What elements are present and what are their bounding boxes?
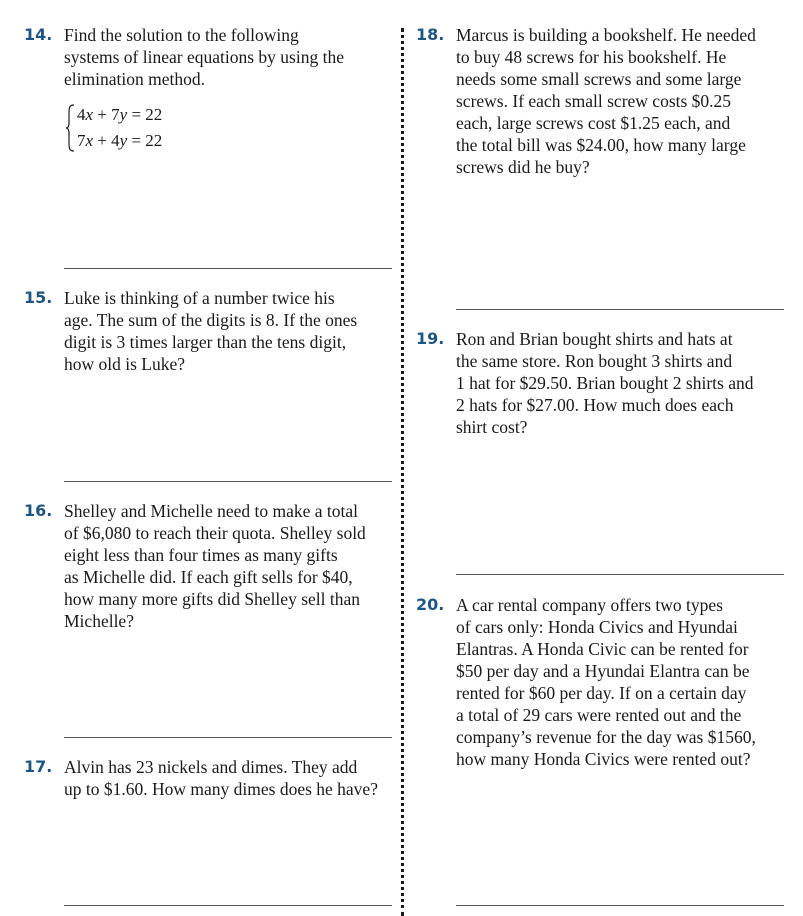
problem-15 (24, 287, 394, 387)
answer-line-16[interactable] (64, 737, 392, 738)
text-line: eight less than four times as many gifts (64, 545, 338, 565)
problem-19 (416, 328, 796, 443)
text-line: elimination method. (64, 69, 205, 89)
text-line: Elantras. A Honda Civic can be rented for (456, 639, 749, 659)
text-line: $50 per day and a Hyundai Elantra can be (456, 661, 750, 681)
problem-number: 15. (24, 288, 53, 307)
text-line: each, large screws cost $1.25 each, and (456, 113, 731, 133)
problem-text (456, 24, 756, 178)
problem-number: 14. (24, 25, 53, 44)
curly-brace-icon (65, 104, 75, 152)
text-line: 1 hat for $29.50. Brian bought 2 shirts and (456, 373, 754, 393)
problem-text (64, 287, 357, 375)
text-line: company’s revenue for the day was $1560, (456, 727, 756, 747)
text-line: how old is Luke? (64, 354, 186, 374)
text-line: A car rental company offers two types (456, 595, 723, 615)
text-line: digit is 3 times larger than the tens digit, (64, 332, 347, 352)
text-line: Alvin has 23 nickels and dimes. They add (64, 757, 358, 777)
text-line: as Michelle did. If each gift sells for $40, (64, 567, 353, 587)
text-line: up to $1.60. How many dimes does he have? (64, 779, 378, 799)
problem-text (64, 500, 366, 632)
text-line: the same store. Ron bought 3 shirts and (456, 351, 733, 371)
answer-line-15[interactable] (64, 481, 392, 482)
text-line: of cars only: Honda Civics and Hyundai (456, 617, 738, 637)
problem-number: 17. (24, 757, 53, 776)
text-line: the total bill was $24.00, how many large (456, 135, 746, 155)
text-line: 2 hats for $27.00. How much does each (456, 395, 734, 415)
text-line: of $6,080 to reach their quota. Shelley sold (64, 523, 366, 543)
text-line: Ron and Brian bought shirts and hats at (456, 329, 733, 349)
problem-16 (24, 500, 394, 640)
problem-18 (416, 24, 796, 184)
text-line: how many Honda Civics were rented out? (456, 749, 751, 769)
problem-number: 19. (416, 329, 445, 348)
text-line: Find the solution to the following (64, 25, 299, 45)
text-line: screws did he buy? (456, 157, 590, 177)
text-line: Luke is thinking of a number twice his (64, 288, 335, 308)
problem-text (456, 328, 753, 438)
equation-system (65, 104, 195, 154)
text-line: Shelley and Michelle need to make a total (64, 501, 358, 521)
text-line: screws. If each small screw costs $0.25 (456, 91, 732, 111)
problem-number: 18. (416, 25, 445, 44)
problem-text (456, 594, 756, 770)
answer-line-14[interactable] (64, 268, 392, 269)
text-line: rented for $60 per day. If on a certain day (456, 683, 747, 703)
answer-line-20[interactable] (456, 905, 784, 906)
problem-number: 16. (24, 501, 53, 520)
problem-20 (416, 594, 796, 774)
equation-2: 7x + 4y = 22 (77, 131, 163, 150)
text-line: shirt cost? (456, 417, 528, 437)
answer-line-17[interactable] (64, 905, 392, 906)
text-line: Marcus is building a bookshelf. He needed (456, 25, 756, 45)
text-line: needs some small screws and some large (456, 69, 742, 89)
equation-1: 4x + 7y = 22 (77, 105, 163, 124)
text-line: to buy 48 screws for his bookshelf. He (456, 47, 727, 67)
answer-line-18[interactable] (456, 309, 784, 310)
problem-text (64, 24, 344, 90)
text-line: how many more gifts did Shelley sell than (64, 589, 360, 609)
problem-number: 20. (416, 595, 445, 614)
column-divider (401, 28, 404, 916)
text-line: a total of 29 cars were rented out and the (456, 705, 742, 725)
answer-line-19[interactable] (456, 574, 784, 575)
problem-17 (24, 756, 394, 806)
text-line: Michelle? (64, 611, 134, 631)
text-line: systems of linear equations by using the (64, 47, 344, 67)
problem-text (64, 756, 378, 800)
text-line: age. The sum of the digits is 8. If the ones (64, 310, 358, 330)
